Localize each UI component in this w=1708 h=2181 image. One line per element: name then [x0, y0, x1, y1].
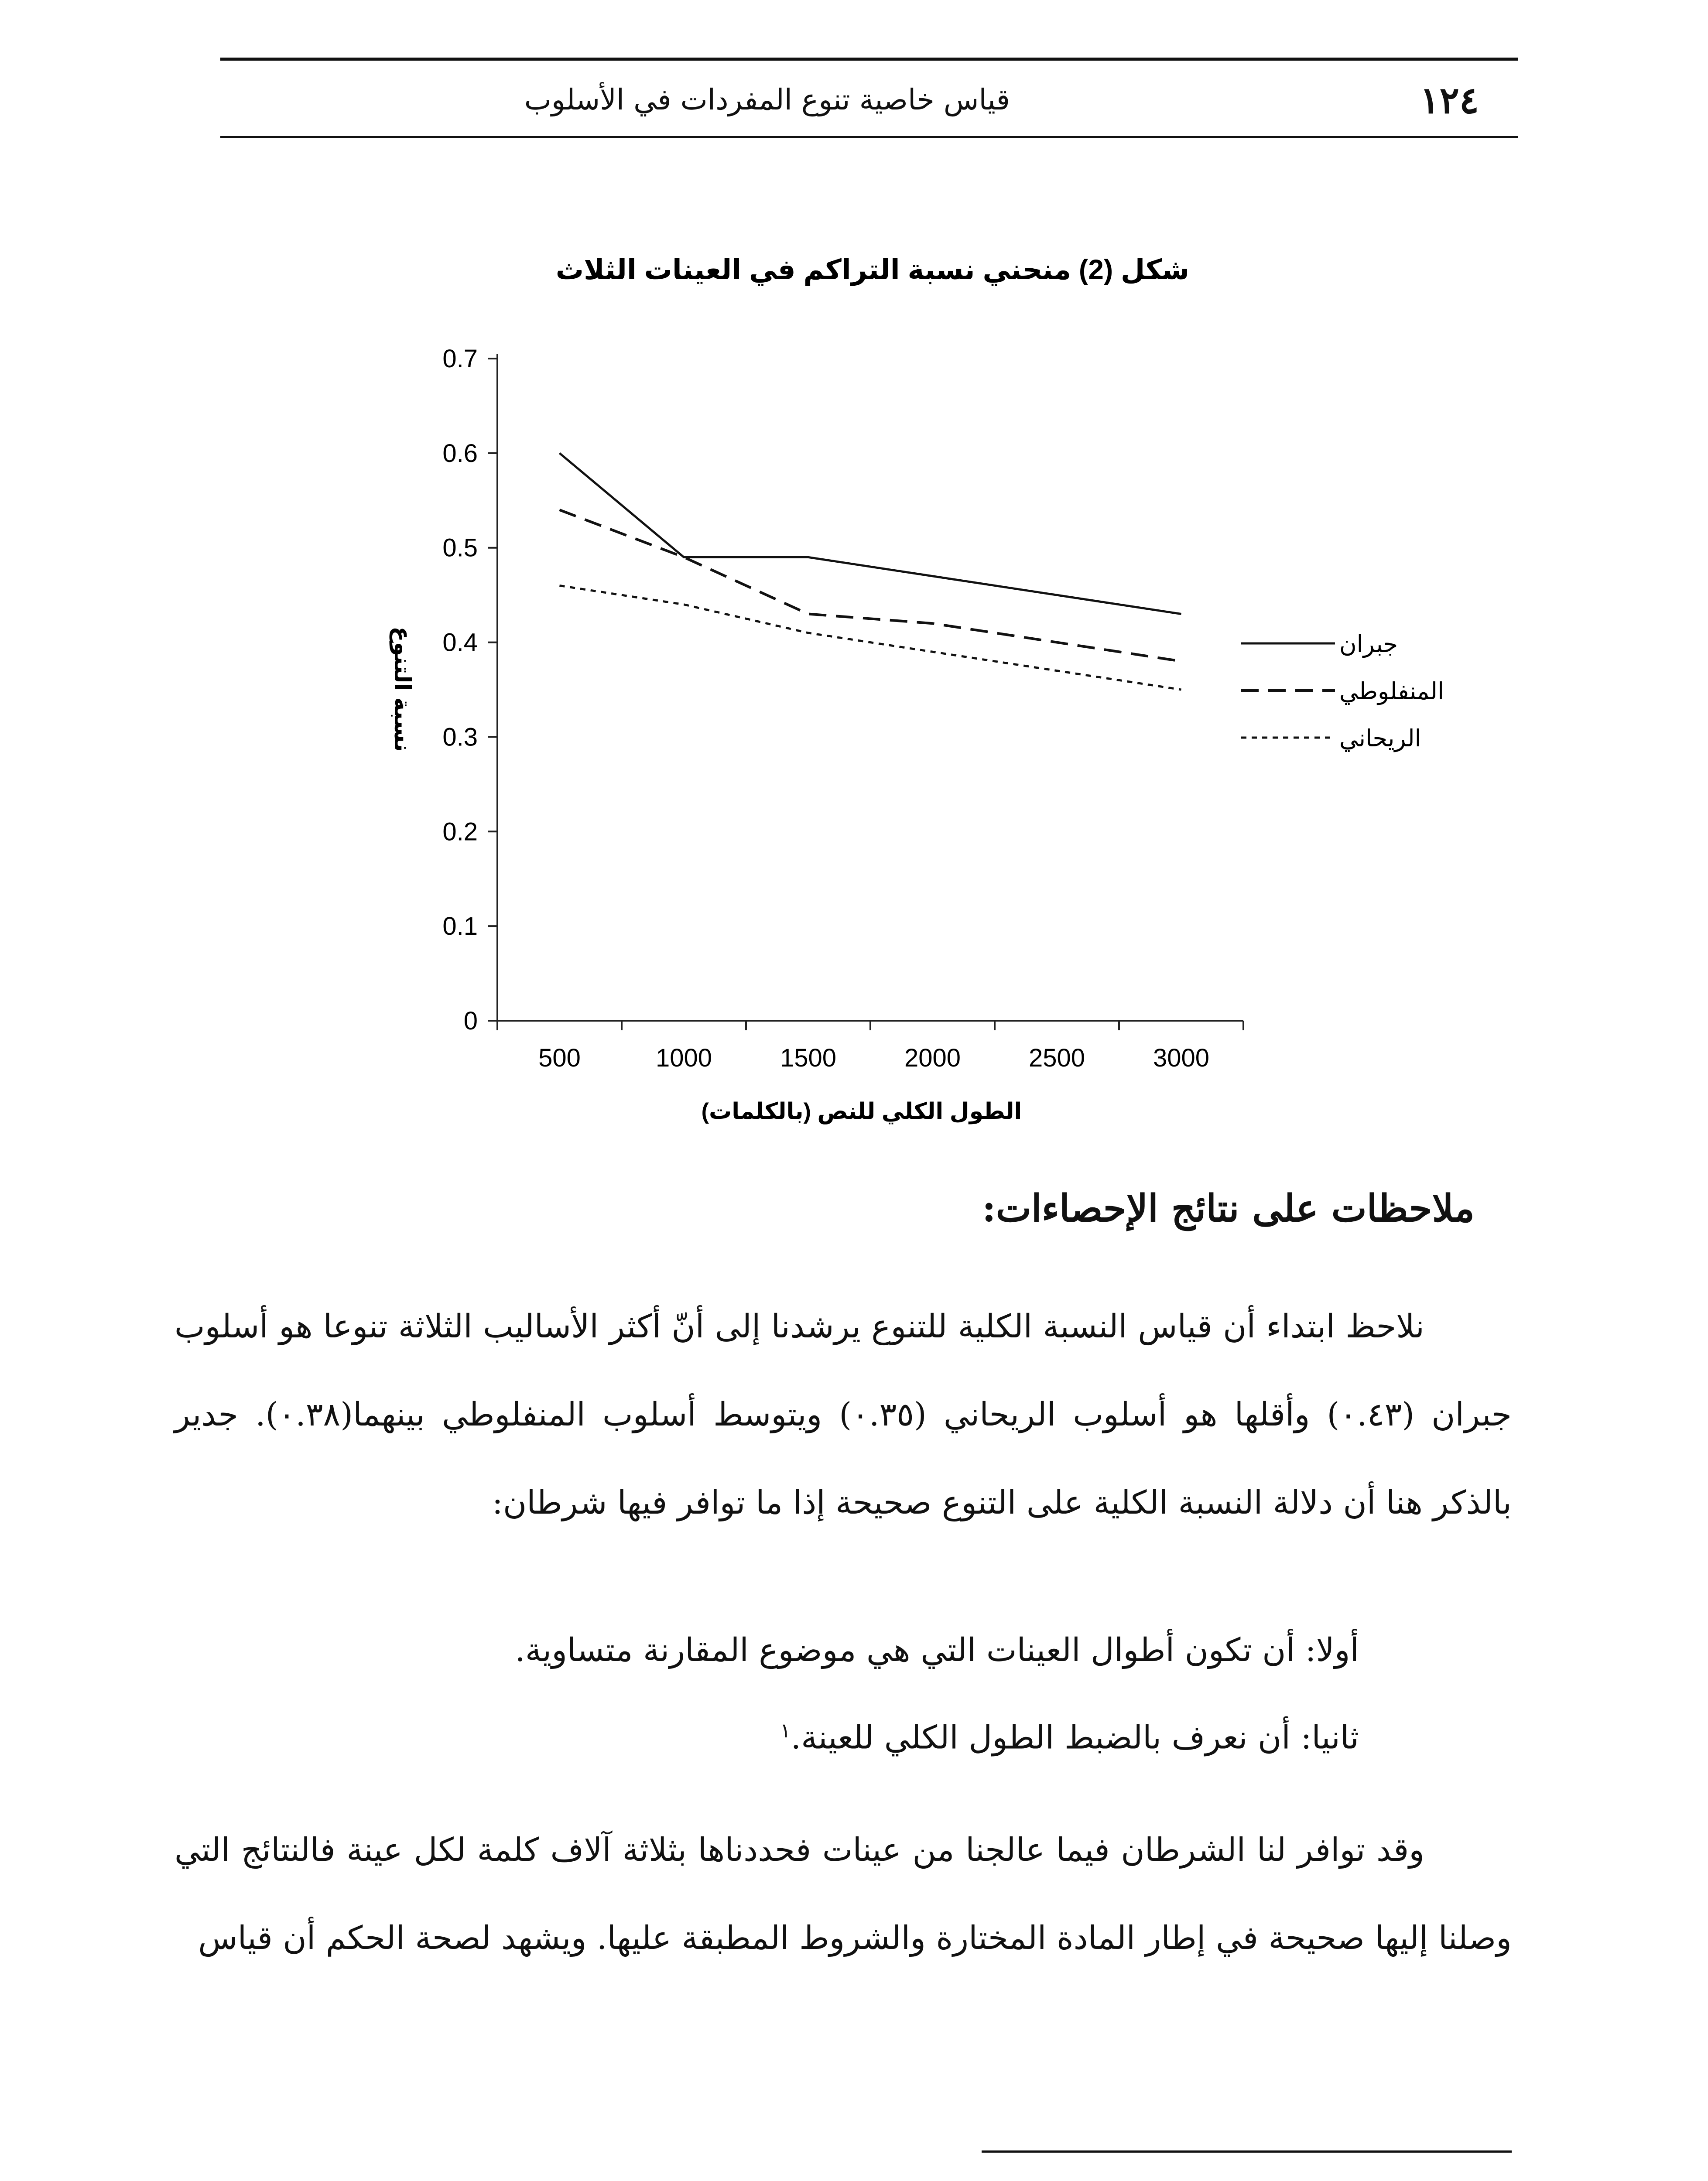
x-axis-label: الطول الكلي للنص (بالكلمات) [701, 1099, 1022, 1124]
section-title: ملاحظات على نتائج الإحصاءات: [982, 1186, 1475, 1231]
y-tick-label: 0.6 [442, 439, 478, 468]
x-tick-label: 1000 [655, 1044, 712, 1072]
series-line-3 [560, 585, 1181, 690]
chart-title: شكل (2) منحني نسبة التراكم في العينات الثلاث [555, 254, 1190, 285]
legend-label-1: جبران [1339, 631, 1398, 657]
x-tick-label: 3000 [1153, 1044, 1210, 1072]
page-number: ١٢٤ [1420, 79, 1479, 122]
x-tick-label: 2500 [1028, 1044, 1085, 1072]
y-tick-label: 0.5 [442, 533, 478, 562]
footnote-separator [982, 2150, 1512, 2153]
x-axis [497, 1021, 1243, 1072]
y-axis-label: نسبة التنوع [390, 626, 415, 752]
y-axis [442, 345, 497, 1035]
x-tick-label: 500 [538, 1044, 581, 1072]
y-tick-label: 0.2 [442, 817, 478, 846]
y-tick-label: 0.7 [442, 345, 478, 373]
y-tick-label: 0.4 [442, 628, 478, 657]
paragraph-conditions-met: وقد توافر لنا الشرطان فيما عالجنا من عينات فحددناها بثلاثة آلاف كلمة لكل عينة فالنتائج التي وصلنا إليها صحيحة في إطار المادة المختارة والشروط المطبقة عليها. ويشهد لصحة الحكم أن قياس [175, 1831, 1512, 1957]
condition-first: أولا: أن تكون أطوال العينات التي هي موضوع المقارنة متساوية. [515, 1631, 1359, 1669]
x-tick-label: 1500 [780, 1044, 837, 1072]
legend-label-2: المنفلوطي [1339, 678, 1444, 704]
condition-second [780, 1719, 1359, 1757]
chart-legend [1241, 631, 1444, 752]
legend-label-3: الريحاني [1339, 725, 1421, 752]
y-tick-label: 0.3 [442, 723, 478, 752]
footnote-ref: ١ [780, 1719, 791, 1742]
paragraph-results: نلاحظ ابتداء أن قياس النسبة الكلية للتنوع يرشدنا إلى أنّ أكثر الأساليب الثلاثة تنوعا هو أسلوب جبران (٠.٤٣) وأقلها هو أسلوب الريحاني (٠.٣٥) ويتوسط أسلوب المنفلوطي بينهما(٠.٣٨). جدير بالذكر هنا أن دلالة النسبة الكلية على التنوع صحيحة إذا ما توافر فيها شرطان: [175, 1308, 1512, 1521]
running-title: قياس خاصية تنوع المفردات في الأسلوب [524, 83, 1010, 116]
series-lines [560, 453, 1181, 690]
y-tick-label: 0 [463, 1007, 478, 1035]
condition-second-text: ثانيا: أن نعرف بالضبط الطول الكلي للعينة. [791, 1719, 1359, 1757]
series-line-1 [560, 453, 1181, 614]
x-tick-label: 2000 [904, 1044, 961, 1072]
y-tick-label: 0.1 [442, 912, 478, 941]
